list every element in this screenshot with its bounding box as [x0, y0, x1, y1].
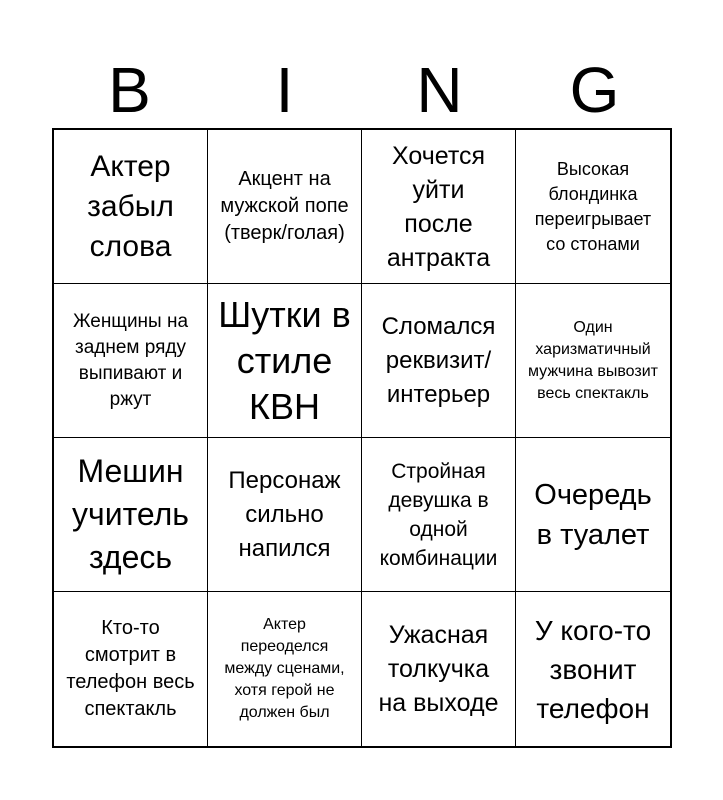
bingo-cell-2[interactable]	[208, 130, 362, 284]
header-letter-i: I	[275, 54, 294, 126]
bingo-cell-11-text: Стройная девушка в одной комбинации	[379, 459, 498, 570]
bingo-cell-14-text: Актер переоделся между сценами, хотя герой не должен был	[224, 616, 345, 721]
header-letter-b: B	[108, 54, 151, 126]
bingo-cell-11[interactable]	[362, 438, 516, 592]
bingo-cell-5[interactable]	[54, 284, 208, 438]
bingo-cell-3[interactable]	[362, 130, 516, 284]
bingo-cell-9-text: Мешин учитель здесь	[72, 453, 189, 575]
bingo-cell-9[interactable]	[54, 438, 208, 592]
bingo-cell-15-text: Ужасная толкучка на выходе	[378, 621, 499, 717]
bingo-cell-12-text: Очередь в туалет	[534, 478, 652, 551]
bingo-cell-3-text: Хочется уйти после антракта	[386, 141, 491, 272]
bingo-cell-16[interactable]	[516, 592, 670, 746]
bingo-cell-10-text: Персонаж сильно напился	[228, 466, 341, 562]
bingo-cell-13-text: Кто-то смотрит в телефон весь спектакль	[66, 617, 195, 720]
bingo-cell-6-text: Шутки в стиле КВН	[218, 293, 351, 427]
bingo-cell-13[interactable]	[54, 592, 208, 746]
header-letter-n: N	[416, 54, 463, 126]
bingo-cell-2-text: Акцент на мужской попе (тверк/голая)	[220, 168, 349, 244]
bingo-cell-1-text: Актер забыл слова	[87, 149, 174, 263]
bingo-cell-10[interactable]	[208, 438, 362, 592]
bingo-cell-5-text: Женщины на заднем ряду выпивают и ржут	[72, 310, 189, 410]
bingo-cell-4-text: Высокая блондинка переигрывает со стонами	[534, 158, 652, 254]
bingo-cell-4[interactable]	[516, 130, 670, 284]
bingo-cell-7[interactable]	[362, 284, 516, 438]
bingo-cell-6[interactable]	[208, 284, 362, 438]
bingo-cell-1[interactable]	[54, 130, 208, 284]
bingo-cell-15[interactable]	[362, 592, 516, 746]
bingo-cell-14[interactable]	[208, 592, 362, 746]
bingo-header	[52, 52, 672, 128]
bingo-cell-12[interactable]	[516, 438, 670, 592]
bingo-cell-7-text: Сломался реквизит/интерьер	[381, 312, 496, 408]
bingo-grid	[52, 128, 672, 748]
header-letter-g: G	[569, 54, 620, 126]
bingo-cell-8[interactable]	[516, 284, 670, 438]
bingo-cell-16-text: У кого-то звонит телефон	[534, 614, 652, 724]
bingo-cell-8-text: Один харизматичный мужчина вывозит весь спектакль	[528, 318, 658, 402]
